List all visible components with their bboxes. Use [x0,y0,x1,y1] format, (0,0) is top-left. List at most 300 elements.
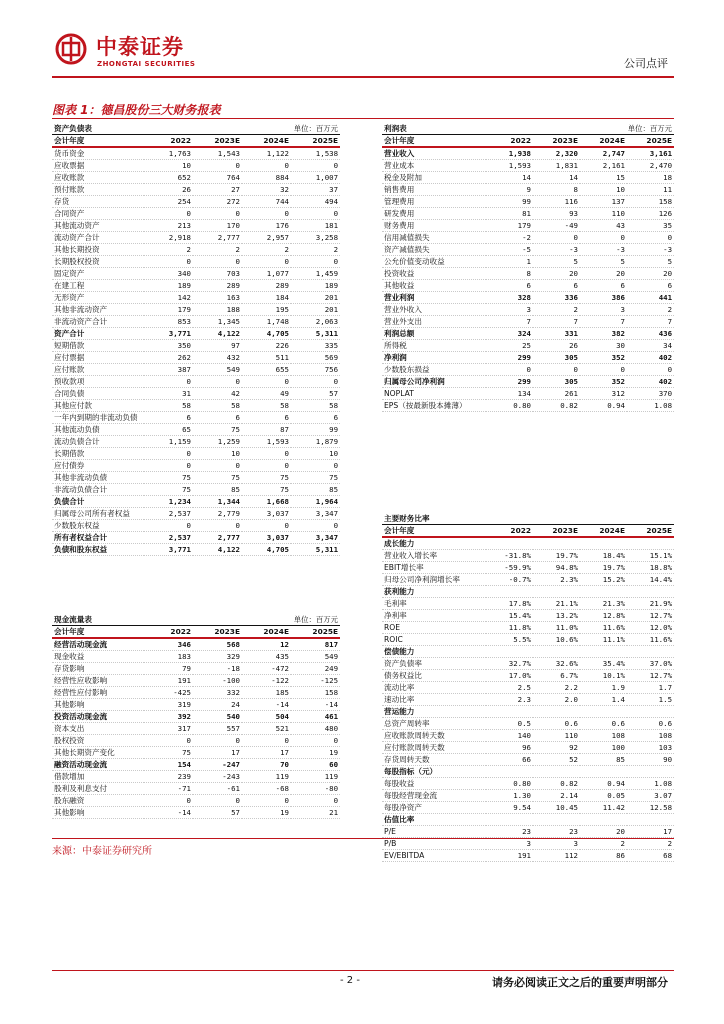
cell-value: 26 [533,340,580,352]
table-row [52,759,340,771]
row-label: 其他非流动资产 [52,304,144,316]
row-label: 其他非流动负债 [52,472,144,484]
cell-value: 90 [627,754,674,766]
cell-value: 195 [242,304,291,316]
column-header-year: 2025E [627,525,674,538]
row-label: 每股收益 [382,778,486,790]
cell-value: 0 [144,376,193,388]
cell-value: 189 [144,280,193,292]
cell-value: 66 [486,754,533,766]
table-subsection-row [382,646,674,658]
cell-value: 329 [193,651,242,663]
table-row [382,184,674,196]
cell-value [533,814,580,826]
cell-value: 0 [291,795,340,807]
table-row [52,184,340,196]
cell-value: 183 [144,651,193,663]
cell-value [627,766,674,778]
cell-value: 108 [627,730,674,742]
cell-value: 0 [627,364,674,376]
cell-value: 3 [486,304,533,316]
table-row [382,670,674,682]
row-label: 非流动资产合计 [52,316,144,328]
cell-value: 137 [580,196,627,208]
cell-value: 1.7 [627,682,674,694]
cell-value: 93 [533,208,580,220]
cell-value: 332 [193,687,242,699]
column-header-year: 2025E [627,135,674,148]
table-section-title-row [52,614,340,626]
cell-value: 1,234 [144,496,193,508]
cell-value: 184 [242,292,291,304]
cell-value: 75 [242,484,291,496]
table-row [52,280,340,292]
cell-value: 58 [242,400,291,412]
cell-value: -71 [144,783,193,795]
table-row [382,802,674,814]
cell-value: 0.82 [533,778,580,790]
cell-value: 75 [144,747,193,759]
cell-value: -100 [193,675,242,687]
row-label: 借款增加 [52,771,144,783]
row-label: 应付债券 [52,460,144,472]
cell-value: 75 [242,472,291,484]
cell-value: 2,470 [627,160,674,172]
cell-value: 7 [533,316,580,328]
cell-value: 87 [242,424,291,436]
row-label: 长期借款 [52,448,144,460]
cell-value: 569 [291,352,340,364]
cell-value: 289 [242,280,291,292]
table-row [382,622,674,634]
table-row [382,256,674,268]
cell-value [627,814,674,826]
table-row [382,718,674,730]
cell-value: 0 [291,376,340,388]
table-row [382,244,674,256]
figure-title-divider [52,118,674,119]
table-row [382,280,674,292]
cell-value: 0 [193,520,242,532]
table-row [52,544,340,556]
cell-value: 226 [242,340,291,352]
cell-value: 0.5 [486,718,533,730]
cell-value [627,706,674,718]
row-label: 股东融资 [52,795,144,807]
table-unit-label: 单位：百万元 [144,614,340,626]
cell-value: 6 [291,412,340,424]
cell-value: 5,311 [291,544,340,556]
cell-value: 5 [533,256,580,268]
cell-value: 6 [533,280,580,292]
cell-value: -14 [242,699,291,711]
cell-value: 2.3 [486,694,533,706]
row-label: 应收票据 [52,160,144,172]
cell-value: 324 [486,328,533,340]
table-row [52,244,340,256]
row-label: EV/EBITDA [382,850,486,862]
cell-value: 568 [193,638,242,651]
table-row [382,208,674,220]
cell-value: 0 [193,795,242,807]
table-subsection-row [382,766,674,778]
row-label: 速动比率 [382,694,486,706]
cell-value: -68 [242,783,291,795]
cell-value: 319 [144,699,193,711]
row-label: 获利能力 [382,586,486,598]
cell-value: 1,879 [291,436,340,448]
cell-value: 179 [486,220,533,232]
column-header-year: 2025E [291,626,340,639]
row-label: 其他长期资产变化 [52,747,144,759]
table-row [52,651,340,663]
cell-value: 4,705 [242,328,291,340]
table-row [52,747,340,759]
cell-value: 331 [533,328,580,340]
table-row [52,400,340,412]
cell-value: 1,159 [144,436,193,448]
cell-value: 0 [193,460,242,472]
row-label: 流动资产合计 [52,232,144,244]
header-divider [52,76,674,78]
cell-value: 0.6 [580,718,627,730]
cell-value: 0 [242,256,291,268]
table-row [52,424,340,436]
row-label: 预付账款 [52,184,144,196]
cell-value: 346 [144,638,193,651]
cell-value: 480 [291,723,340,735]
cell-value: 94.8% [533,562,580,574]
cell-value: 2 [533,304,580,316]
cell-value: 0 [144,256,193,268]
cell-value: 744 [242,196,291,208]
table-row [382,826,674,838]
cell-value: 2 [193,244,242,256]
cell-value: 0 [144,795,193,807]
cell-value: 289 [193,280,242,292]
row-label: 其他影响 [52,807,144,819]
column-header-year: 2023E [533,135,580,148]
row-label: NOPLAT [382,388,486,400]
cell-value: 436 [627,328,674,340]
row-label: 负债合计 [52,496,144,508]
cell-value: 549 [193,364,242,376]
cell-value: 31 [144,388,193,400]
cell-value: 0 [242,208,291,220]
cell-value: 884 [242,172,291,184]
row-label: ROIC [382,634,486,646]
cell-value: 2 [580,838,627,850]
cell-value: 3,037 [242,508,291,520]
table-row [382,682,674,694]
row-label: 其他应付款 [52,400,144,412]
row-label: 应收账款周转天数 [382,730,486,742]
row-label: 每股净资产 [382,802,486,814]
cell-value: 58 [193,400,242,412]
table-header-row [382,135,674,148]
cell-value: 1,938 [486,147,533,160]
table-row [52,147,340,160]
cell-value: 11.0% [533,622,580,634]
table-section-title: 资产负债表 [52,123,144,135]
row-label: 存货周转天数 [382,754,486,766]
cell-value: 352 [580,352,627,364]
row-label: 少数股东权益 [52,520,144,532]
row-label: 资产合计 [52,328,144,340]
cell-value: -59.9% [486,562,533,574]
cell-value: -14 [291,699,340,711]
table-row [52,328,340,340]
zhongtai-logo-icon [55,33,87,65]
cell-value: 1,344 [193,496,242,508]
cell-value: 0 [533,232,580,244]
column-header-year: 2024E [242,626,291,639]
table-row [52,316,340,328]
cell-value: -18 [193,663,242,675]
row-label: 财务费用 [382,220,486,232]
cell-value: 19 [291,747,340,759]
column-header-year: 2023E [193,135,242,148]
cell-value: 2.5 [486,682,533,694]
row-label: 固定资产 [52,268,144,280]
cell-value: 2.0 [533,694,580,706]
table-row [52,711,340,723]
cell-value: 432 [193,352,242,364]
cell-value: 15.4% [486,610,533,622]
cell-value: 213 [144,220,193,232]
cell-value: 108 [580,730,627,742]
row-label: 净利润 [382,352,486,364]
cell-value [486,814,533,826]
cell-value: 4,705 [242,544,291,556]
cell-value: 75 [193,472,242,484]
row-label: 利润总额 [382,328,486,340]
cell-value: 103 [627,742,674,754]
row-label: 资产负债率 [382,658,486,670]
row-label: 资本支出 [52,723,144,735]
cell-value: 23 [486,826,533,838]
cell-value: 2,320 [533,147,580,160]
row-label: 销售费用 [382,184,486,196]
cell-value: 119 [242,771,291,783]
table-row [52,460,340,472]
column-header-year: 2022 [144,135,193,148]
cell-value: 19 [242,807,291,819]
cell-value: 0 [144,460,193,472]
cell-value: 2 [242,244,291,256]
table-row [382,220,674,232]
cell-value: 2,777 [193,232,242,244]
cell-value: 99 [291,424,340,436]
cell-value: 35 [627,220,674,232]
cell-value: 299 [486,376,533,388]
cell-value: 0.94 [580,400,627,412]
cell-value: 58 [291,400,340,412]
cell-value: 3 [580,304,627,316]
cell-value: 0.6 [627,718,674,730]
cell-value: 110 [580,208,627,220]
table-row [52,412,340,424]
cell-value: 0 [242,460,291,472]
cell-value: 75 [291,472,340,484]
cell-value: 116 [533,196,580,208]
cell-value: 5 [627,256,674,268]
table-row [52,256,340,268]
cell-value: 10 [193,448,242,460]
row-label: 其他影响 [52,699,144,711]
table-row [382,742,674,754]
cell-value: 14.4% [627,574,674,586]
cell-value: 8 [486,268,533,280]
cell-value: 382 [580,328,627,340]
cell-value: 9 [486,184,533,196]
cell-value: 110 [533,730,580,742]
cell-value: 25 [486,340,533,352]
cell-value: 10 [144,160,193,172]
table-row [52,388,340,400]
cell-value: 0 [242,376,291,388]
cell-value: 57 [193,807,242,819]
row-label: 股利及利息支付 [52,783,144,795]
table-section-title: 现金流量表 [52,614,144,626]
cell-value [580,646,627,658]
cell-value: 96 [486,742,533,754]
row-label: 在建工程 [52,280,144,292]
cell-value: 386 [580,292,627,304]
table-row [382,328,674,340]
cell-value: 328 [486,292,533,304]
table-row [382,598,674,610]
cell-value: 4,122 [193,328,242,340]
cell-value: 1,593 [486,160,533,172]
table-row [382,340,674,352]
cell-value: 179 [144,304,193,316]
cell-value: 32 [242,184,291,196]
cell-value: 1,593 [242,436,291,448]
cell-value: -80 [291,783,340,795]
cell-value: 299 [486,352,533,364]
cell-value [486,706,533,718]
table-row [52,723,340,735]
row-label: 应收账款 [52,172,144,184]
table-row [382,352,674,364]
cell-value: 26 [144,184,193,196]
table-row [382,694,674,706]
table-row [382,196,674,208]
cell-value: 335 [291,340,340,352]
row-label: 营运能力 [382,706,486,718]
column-header-label: 会计年度 [52,135,144,148]
cell-value: 0.82 [533,400,580,412]
cell-value: 239 [144,771,193,783]
table-row [52,807,340,819]
cell-value: 17 [193,747,242,759]
cell-value: 10.1% [580,670,627,682]
row-label: 信用减值损失 [382,232,486,244]
cell-value: 1.08 [627,400,674,412]
table-row [52,220,340,232]
cell-value: 13.2% [533,610,580,622]
cell-value: 2 [291,244,340,256]
cell-value: 7 [486,316,533,328]
cell-value: 10 [291,448,340,460]
cell-value: 17.0% [486,670,533,682]
row-label: EBIT增长率 [382,562,486,574]
table-row [52,484,340,496]
cell-value: 3 [486,838,533,850]
cell-value: 3,347 [291,508,340,520]
cell-value: 158 [291,687,340,699]
table-row [382,376,674,388]
cell-value: 1,763 [144,147,193,160]
cell-value: 15.2% [580,574,627,586]
cell-value: 0.94 [580,778,627,790]
table-section-title: 利润表 [382,123,486,135]
cell-value: 86 [580,850,627,862]
row-label: 营业成本 [382,160,486,172]
column-header-year: 2022 [486,135,533,148]
cell-value: 305 [533,376,580,388]
cell-value: 79 [144,663,193,675]
row-label: 长期股权投资 [52,256,144,268]
logo-chinese-name: 中泰证券 [96,35,184,59]
cell-value: 2 [144,244,193,256]
cell-value: 2,957 [242,232,291,244]
row-label: 预收款项 [52,376,144,388]
cell-value: 52 [533,754,580,766]
cell-value: 23 [533,826,580,838]
cell-value: 1.4 [580,694,627,706]
cell-value [533,766,580,778]
row-label: 每股经营现金流 [382,790,486,802]
cell-value: 0 [580,364,627,376]
cell-value: 655 [242,364,291,376]
cell-value: 0 [193,256,242,268]
cell-value: 60 [291,759,340,771]
cell-value: 10.45 [533,802,580,814]
cell-value: 1,964 [291,496,340,508]
cell-value: -243 [193,771,242,783]
cell-value: 1,538 [291,147,340,160]
cell-value: 15 [580,172,627,184]
row-label: EPS（按最新股本摊薄） [382,400,486,412]
row-label: 货币资金 [52,147,144,160]
cell-value [486,646,533,658]
column-header-year: 2023E [533,525,580,538]
cell-value: 521 [242,723,291,735]
table-row [52,304,340,316]
table-row [382,562,674,574]
table-row [382,316,674,328]
cell-value [486,766,533,778]
cell-value: 350 [144,340,193,352]
table-unit-label: 单位：百万元 [486,123,674,135]
cell-value [627,646,674,658]
page-number: - 2 - [340,975,360,986]
table-row [382,790,674,802]
cell-value: 652 [144,172,193,184]
table-header-row [382,525,674,538]
cell-value: 511 [242,352,291,364]
cell-value: -425 [144,687,193,699]
table-row [382,634,674,646]
cell-value: 12.8% [580,610,627,622]
table-row [382,850,674,862]
cell-value: -472 [242,663,291,675]
cell-value: 6 [144,412,193,424]
cell-value: 0 [144,208,193,220]
cell-value: 30 [580,340,627,352]
